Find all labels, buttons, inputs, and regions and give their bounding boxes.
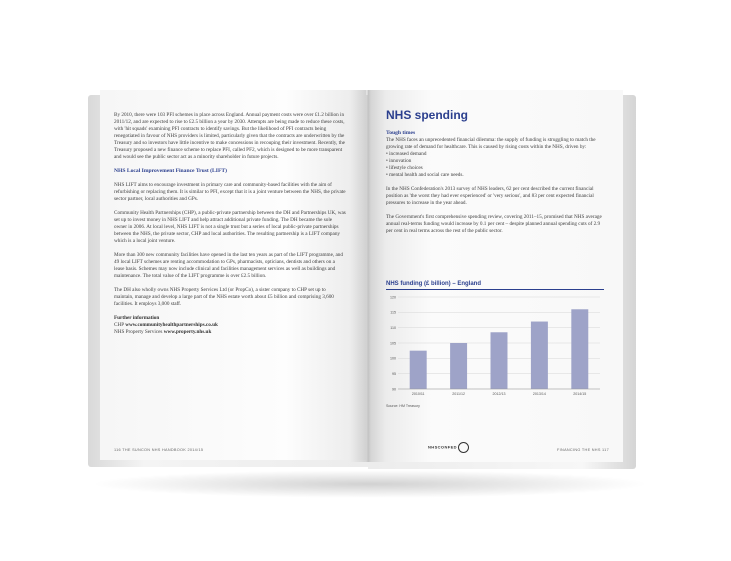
chart-source: Source: HM Treasury	[386, 404, 420, 408]
logo-circle-icon	[458, 442, 469, 453]
bar-2013-14	[531, 322, 548, 389]
page-title: NHS spending	[386, 108, 469, 122]
book-shadow	[90, 470, 650, 498]
x-tick-label: 2014/15	[573, 392, 587, 396]
tough-times-heading: Tough times	[386, 130, 416, 136]
left-page	[100, 90, 366, 460]
y-tick-label: 100	[390, 356, 396, 361]
y-tick-label: 105	[390, 341, 396, 346]
chart-title: NHS funding (£ billion) – England	[386, 281, 481, 287]
logo-text: NHSCONFED	[428, 444, 457, 450]
y-tick-label: 120	[390, 295, 396, 300]
right-page	[368, 90, 623, 462]
bar-2011-12	[450, 343, 467, 389]
further-info-heading: Further information	[114, 315, 160, 321]
chp-paragraph: Community Health Partnerships (CHP), a public-private partnership between the DH and Partnerships UK, was set up to invest money in NHS LIFT and help attract additional private funding. The DH became the sole owner in 2006. At local level, NHS LIFT is not a single trust but a series of local public-private partnerships between the NHS, the private sector, CHP and local authorities. The resulting partnership is a LIFT company which is a local joint venture.	[114, 210, 346, 244]
bar-2014-15	[571, 309, 588, 389]
intro-paragraph: The NHS faces an unprecedented financial dilemma: the supply of funding is struggling to match the growing rate of demand for healthcare. This is caused by rising costs within the NHS, driven by:	[386, 137, 596, 150]
right-page-body	[386, 130, 604, 242]
chart-title-rule	[386, 289, 604, 290]
propco-paragraph: The DH also wholly owns NHS Property Services Ltd (or PropCo), a sister company to CHP set up to maintain, manage and develop a large part of the NHS estate worth about £5 billion and comprising 3,600 facilities. It employs 3,000 staff.	[114, 287, 334, 307]
list-item: • increased demand	[386, 151, 427, 157]
further-info-label: CHP	[114, 322, 124, 328]
bar-2010-11	[410, 351, 427, 389]
further-info-item	[114, 322, 346, 329]
survey-paragraph: In the NHS Confederation's 2013 survey of NHS leaders, 62 per cent described the current financial position as 'the worst they had ever experienced' or 'very serious', and 83 per cent expected financial pressures to increase in the year ahead.	[386, 186, 594, 206]
facilities-paragraph: More than 300 new community facilities have opened in the last ten years as part of the LIFT programme, and 49 local LIFT schemes are renting accommodation to GPs, pharmacists, opticians, dentists and others on a lease basis. Schemes may now include clinical and facilities management services as well as buildings and maintenance. The total value of the LIFT programme is over £2.5 billion.	[114, 252, 343, 279]
further-info-item	[114, 329, 346, 336]
pfi-paragraph: By 2010, there were 103 PFI schemes in place across England. Annual payment costs were over £1.2 billion in 2011/12, and are expected to rise to £2.5 billion a year by 2030. Attempts are being made to reduce these costs, with 'hit squads' examining PFI contracts to identify savings. But the likelihood of PFI contracts being renegotiated in favour of NHS providers is limited, particularly given that the contracts are underwritten by the Treasury and so investors have little incentive to make concessions in recouping their investment. Recently, the Treasury proposed a new finance scheme to replace PFI, called PF2, which is designed to be more transparent and would see the public sector act as a minority shareholder in future projects.	[114, 112, 345, 160]
list-item: • mental health and social care needs.	[386, 172, 464, 178]
cost-drivers-list	[386, 151, 604, 179]
bar-2012-13	[491, 332, 508, 389]
left-page-footer: 116 THE SUNCON NHS HANDBOOK 2014/15	[114, 448, 204, 452]
lift-heading: NHS Local Improvement Finance Trust (LIFT)	[114, 168, 227, 174]
x-tick-label: 2013/14	[532, 392, 546, 396]
spending-review-paragraph: The Government's first comprehensive spending review, covering 2011–15, promised that NHS average annual real-terms funding would increase by 0.1 per cent – despite planned annual spending cuts of 2.9 per cent in real terms across the rest of the public sector.	[386, 214, 602, 234]
y-tick-label: 110	[390, 325, 396, 330]
nhs-funding-chart	[384, 293, 606, 403]
list-item: • innovation	[386, 158, 412, 164]
further-info-link[interactable]: www.communityhealthpartnerships.co.uk	[125, 322, 218, 328]
x-tick-label: 2011/12	[452, 392, 465, 396]
list-item: • lifestyle choices	[386, 165, 423, 171]
y-tick-label: 95	[392, 371, 396, 376]
lift-paragraph: NHS LIFT aims to encourage investment in primary care and community-based facilities with the aim of refurbishing or replacing them. It is similar to PFI, except that it is a joint venture between the NHS, the private sector partner, local authorities and GPs.	[114, 182, 346, 202]
further-info-link[interactable]: www.property.nhs.uk	[163, 329, 212, 335]
y-tick-label: 90	[392, 387, 396, 392]
y-tick-label: 115	[390, 310, 396, 315]
left-page-body	[114, 112, 346, 336]
further-info-label: NHS Property Services	[114, 329, 163, 335]
right-page-footer: FINANCING THE NHS 117	[557, 448, 609, 452]
nhs-confederation-logo	[428, 442, 469, 453]
x-tick-label: 2010/11	[411, 392, 425, 396]
x-tick-label: 2012/13	[492, 392, 506, 396]
